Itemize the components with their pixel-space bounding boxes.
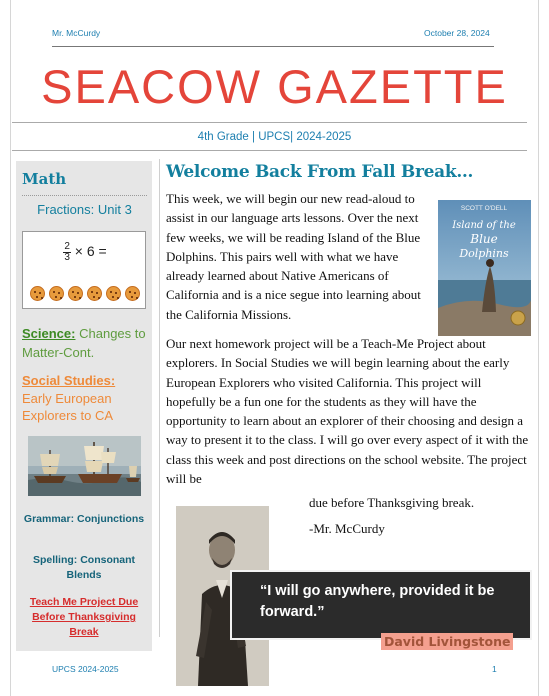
book-author: SCOTT O'DELL [460,205,508,212]
header-divider [52,46,494,47]
cookie-row [30,286,140,302]
cookie-icon [125,286,140,301]
article-headline: Welcome Back From Fall Break… [166,162,474,182]
masthead-rule-bottom [12,150,527,151]
science-heading: Science: [22,326,76,341]
cookie-icon [49,286,64,301]
book-title-line-1: Island of the [452,220,516,231]
book-cover-image [438,200,531,336]
math-problem-card [22,231,146,309]
grade-subheading: 4th Grade | UPCS| 2024-2025 [197,131,352,143]
quote-attribution: David Livingstone [381,633,513,650]
fraction [63,242,71,263]
grammar-topic: Grammar: Conjunctions [23,513,145,525]
fraction-numerator: 2 [64,241,70,252]
project-due-note: Teach Me Project Due Before Thanksgiving Break [29,596,139,638]
math-heading: Math [22,170,67,188]
quote-text: “I will go anywhere, provided it be forward.” [260,583,495,620]
science-section [22,324,152,362]
spelling-topic: Spelling: Consonant Blends [32,554,136,581]
social-studies-heading: Social Studies: [22,373,116,388]
cookie-icon [106,286,121,301]
header-date: October 28, 2024 [424,28,490,38]
equation-operator: × 6 = [74,243,107,260]
footer-label: UPCS 2024-2025 [52,664,119,674]
cookie-icon [68,286,83,301]
math-topic: Fractions: Unit 3 [37,202,132,217]
quote-box [230,570,532,640]
cookie-icon [30,286,45,301]
explorer-ships-image [28,436,141,496]
science-text: Changes to Matter-Cont. [22,326,146,360]
cookie-icon [87,286,102,301]
article-paragraph-1: This week, we will begin our new read-aloud to assist in our language arts lessons. Over the next few weeks, we will be reading Island of the Blue Dolphins. This pairs well with what we have already learned about Native Americans of California and is a nice segue into learning about the California Missions. [166,191,421,322]
article-due-line: due before Thanksgiving break. [309,495,475,510]
masthead-rule-top [12,122,527,123]
article-signature: -Mr. McCurdy [309,521,385,536]
math-divider [22,195,147,196]
page-number: 1 [492,664,497,674]
article-paragraph-2: Our next homework project will be a Teach-Me Project about explorers. In Social Studies we will begin learning about the early European Explorers who visited California. This project will hopefully be a fun one for the students as they will have the opportunity to learn about an explorer of their choosing and design a way to present it to the class. I will go over every aspect of it with the class this week and post directions on the school website. The project will be [166,336,529,487]
math-equation [23,242,147,263]
header-author: Mr. McCurdy [52,28,101,38]
masthead-title: SEACOW GAZETTE [41,60,508,113]
column-divider [159,159,160,637]
book-title-line-3: Dolphins [459,247,509,260]
fraction-denominator: 3 [64,252,70,263]
book-title-line-2: Blue [470,232,498,246]
social-studies-text: Early European Explorers to CA [22,391,114,423]
